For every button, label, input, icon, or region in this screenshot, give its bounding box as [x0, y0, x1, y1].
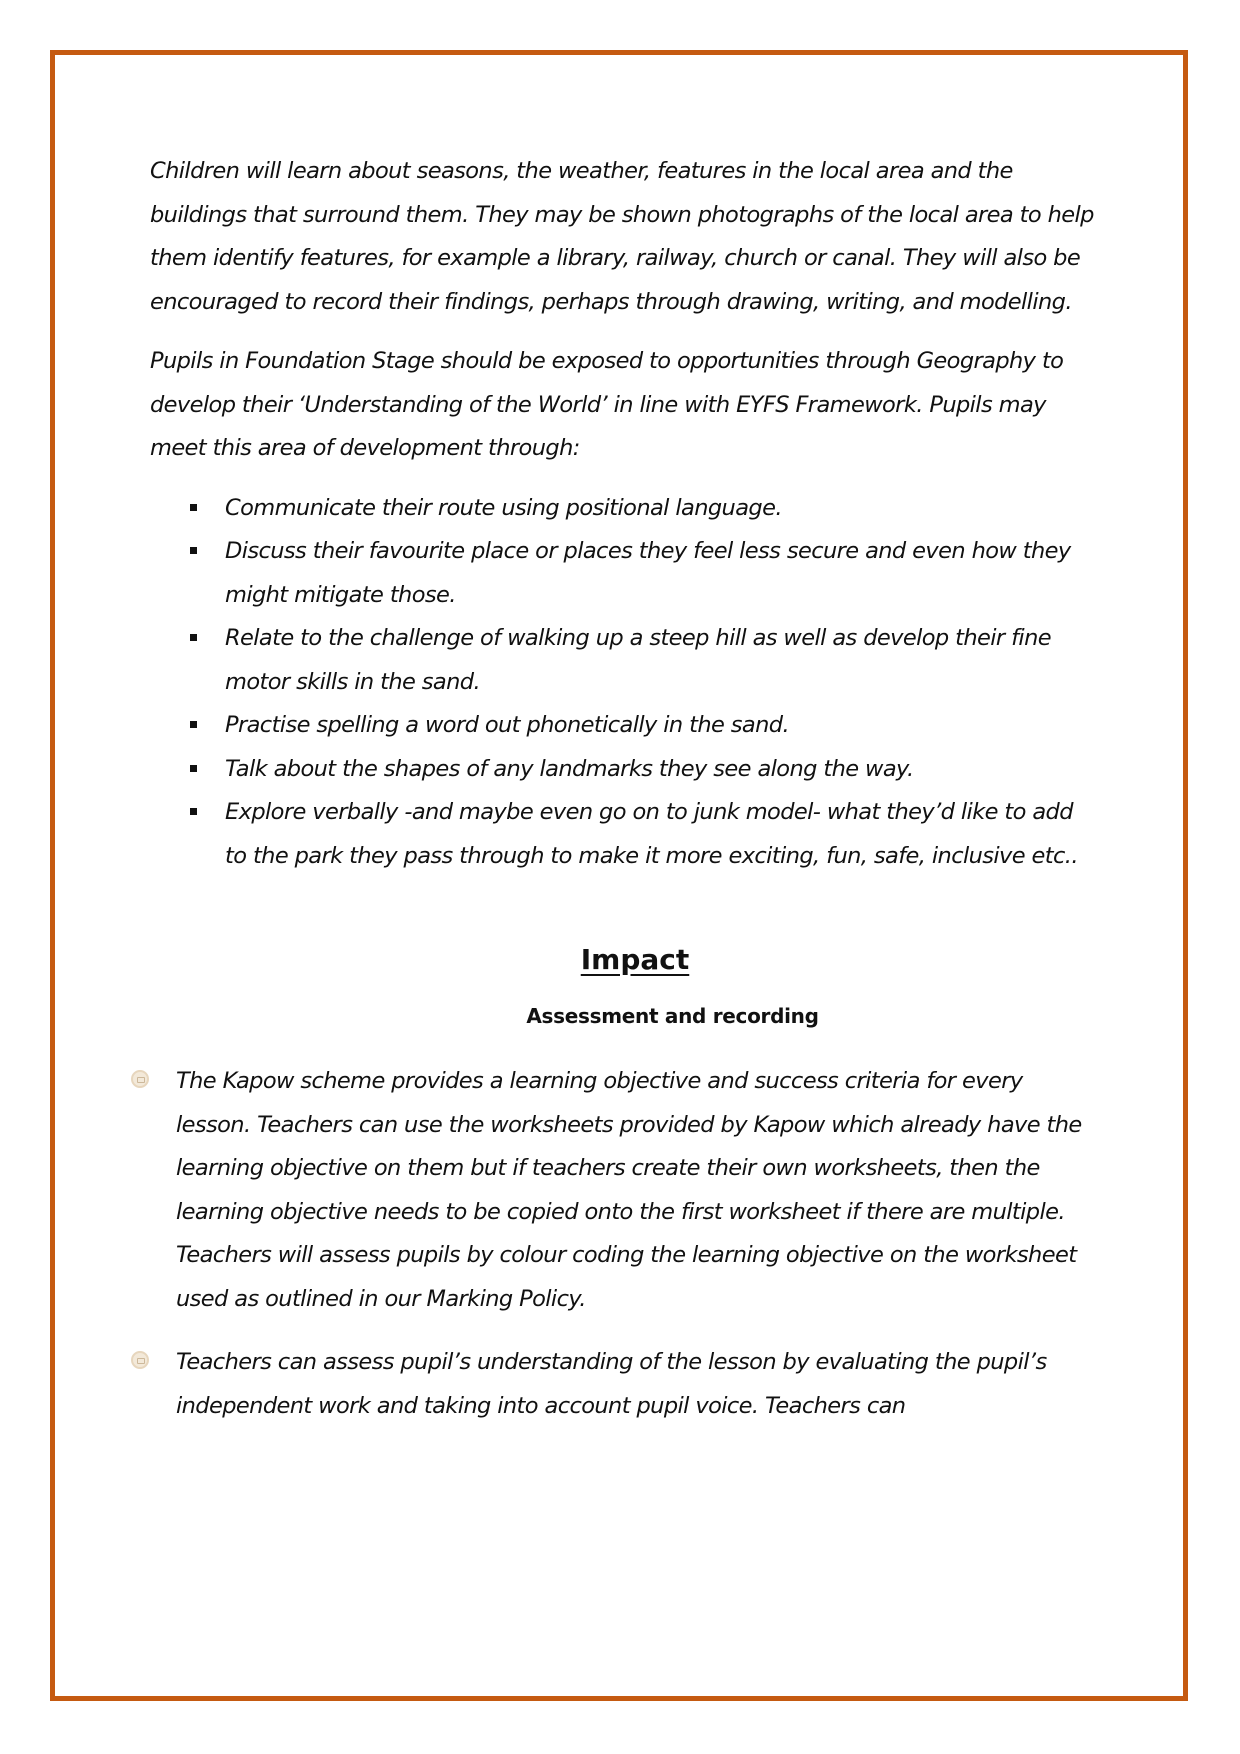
square-bullet-icon	[190, 808, 197, 815]
round-bullet-icon	[131, 1070, 149, 1088]
list-item	[150, 704, 1100, 748]
intro-paragraph-2: Pupils in Foundation Stage should be exposed to opportunities through Geography to develop their ‘Understanding of the World’ in line with EYFS Framework. Pupils may meet this area of development through:	[150, 348, 1064, 461]
list-item-text: Discuss their favourite place or places they feel less secure and even how they might mitigate those.	[225, 538, 1071, 608]
square-bullet-icon	[190, 721, 197, 728]
document-body	[150, 150, 1100, 1448]
impact-item	[138, 1060, 1100, 1321]
list-item-text: Explore verbally -and maybe even go on to junk model- what they’d like to add to the park they pass through to make it more exciting, fun, safe, inclusive etc..	[225, 799, 1078, 869]
square-bullet-icon	[190, 765, 197, 772]
impact-item-text: The Kapow scheme provides a learning objective and success criteria for every lesson. Teachers can use the worksheets provided by Kapow which already have the learning objective on them but if teachers create their own worksheets, then the learning objective needs to be copied onto the first worksheet if there are multiple. Teachers will assess pupils by colour coding the learning objective on the worksheet used as outlined in our Marking Policy.	[176, 1068, 1082, 1312]
list-item	[150, 791, 1100, 878]
list-item	[150, 487, 1100, 531]
list-item-text: Communicate their route using positional language.	[225, 494, 782, 521]
assessment-subheading: Assessment and recording	[526, 1004, 819, 1028]
list-item	[150, 530, 1100, 617]
impact-heading: Impact	[580, 943, 690, 976]
impact-list	[150, 1060, 1100, 1428]
round-bullet-icon	[131, 1351, 149, 1369]
list-item	[150, 748, 1100, 792]
square-bullet-icon	[190, 634, 197, 641]
list-item-text: Relate to the challenge of walking up a steep hill as well as develop their fine motor skills in the sand.	[225, 625, 1051, 695]
square-bullet-icon	[190, 504, 197, 511]
impact-item	[138, 1341, 1100, 1428]
list-item-text: Practise spelling a word out phonetically in the sand.	[225, 712, 790, 738]
impact-item-text: Teachers can assess pupil’s understanding of the lesson by evaluating the pupil’s independent work and taking into account pupil voice. Teachers can	[176, 1349, 1047, 1419]
list-item	[150, 617, 1100, 704]
list-item-text: Talk about the shapes of any landmarks they see along the way.	[225, 755, 914, 782]
development-list	[150, 487, 1100, 879]
intro-paragraph-1: Children will learn about seasons, the weather, features in the local area and the buildings that surround them. They may be shown photographs of the local area to help them identify features, for example a library, railway, church or canal. They will also be encouraged to record their findings, perhaps through drawing, writing, and modelling.	[150, 158, 1094, 315]
square-bullet-icon	[190, 547, 197, 554]
